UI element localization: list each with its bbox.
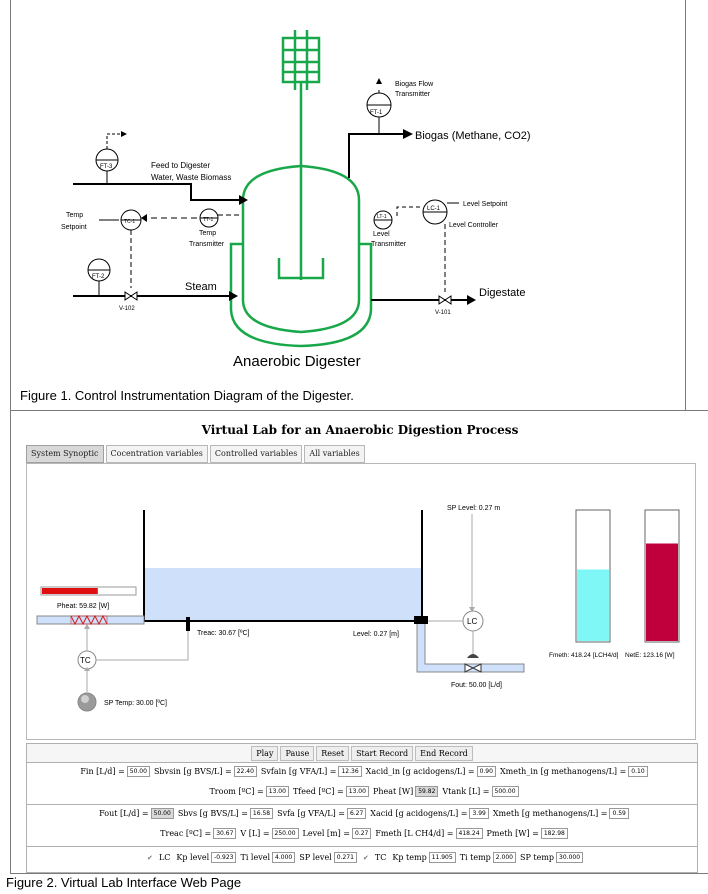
system-synoptic-view (26, 463, 696, 740)
tank-liquid (144, 568, 422, 620)
tfeed-label: Tfeed [ºC] = (292, 787, 344, 796)
start-record-button[interactable]: Start Record (351, 746, 413, 761)
temp-transmitter-label-1: Temp (199, 230, 217, 237)
ft3-label: FT-3 (100, 164, 113, 170)
ti-level-label: Ti level (240, 853, 271, 862)
troom-input[interactable]: 13.00 (266, 786, 289, 797)
ti-level-input[interactable]: 4.000 (272, 852, 295, 863)
tc-signal-line (96, 631, 188, 660)
pause-button[interactable]: Pause (280, 746, 314, 761)
sbvs-input[interactable]: 16.58 (250, 808, 273, 819)
level-controller-label: Level Controller (449, 222, 499, 229)
input-row-2 (27, 786, 697, 797)
simulation-toolbar (27, 744, 697, 763)
biogas-flow-label-1: Biogas Flow (395, 81, 434, 88)
kp-temp-input[interactable]: 11.905 (429, 852, 456, 863)
temp-sensor (186, 617, 190, 631)
level-valve-actuator (467, 654, 479, 658)
level-readout: Level: 0.27 [m] (353, 631, 399, 638)
end-record-button[interactable]: End Record (415, 746, 473, 761)
fmeth-label: Fmeth [L CH4/d] = (375, 829, 454, 838)
sp-temp-input[interactable]: 30.000 (556, 852, 583, 863)
pheat-bar-fill (42, 588, 98, 594)
tc-label: TC (374, 853, 387, 862)
fmeth-bar-fill (577, 570, 609, 642)
tab-concentration-variables[interactable]: Cocentration variables (106, 445, 208, 463)
reset-button[interactable]: Reset (316, 746, 349, 761)
tfeed-input[interactable]: 13.00 (346, 786, 369, 797)
sp-temp-readout: SP Temp: 30.00 [ºC] (104, 700, 167, 707)
steam-label: Steam (185, 281, 217, 293)
svfain-input[interactable]: 12.36 (338, 766, 361, 777)
lc-checkbox[interactable]: ✔ (146, 853, 153, 862)
lc1-label: LC-1 (427, 206, 441, 212)
xacid-label: Xacid [g acidogens/L] = (370, 809, 468, 818)
fmeth-input[interactable]: 418.24 (456, 828, 483, 839)
pheat-readout: Pheat: 59.82 [W] (57, 603, 110, 610)
control-instrumentation-diagram (11, 0, 685, 386)
digestate-label: Digestate (479, 287, 526, 299)
treac-readout: Treac: 30.67 [ºC] (197, 630, 250, 637)
state-row-2 (27, 828, 697, 839)
controller-row (27, 852, 697, 863)
digester-title: Anaerobic Digester (233, 353, 361, 370)
tab-controlled-variables[interactable]: Controlled variables (210, 445, 302, 463)
temp-setpoint-label-2: Setpoint (61, 224, 87, 231)
level-transmitter-label-2: Transmitter (371, 241, 407, 248)
svfain-label: Svfain [g VFA/L] = (260, 767, 337, 776)
sbvsin-label: Sbvsin [g BVS/L] = (153, 767, 232, 776)
vtank-input[interactable]: 500.00 (492, 786, 519, 797)
level-input[interactable]: 0.27 (352, 828, 371, 839)
pmeth-input[interactable]: 182.98 (541, 828, 568, 839)
kp-temp-label: Kp temp (392, 853, 427, 862)
ti-temp-label: Ti temp (459, 853, 491, 862)
control-panel (26, 743, 698, 873)
state-row-1 (27, 808, 697, 819)
tt1-label: TT-1 (203, 217, 214, 223)
sp-temp-label: SP temp (519, 853, 555, 862)
fout-input[interactable]: 50.00 (151, 808, 174, 819)
pheat-label: Pheat [W] (372, 787, 414, 796)
figure-1-panel (10, 0, 686, 411)
level-setpoint-label: Level Setpoint (463, 201, 508, 208)
lt1-label: LT-1 (377, 214, 387, 220)
v101-label: V-101 (435, 310, 451, 316)
kp-level-label: Kp level (176, 853, 210, 862)
play-button[interactable]: Play (251, 746, 278, 761)
svfa-input[interactable]: 6.27 (347, 808, 366, 819)
temp-setpoint-label-1: Temp (66, 212, 84, 219)
fout-label: Fout [L/d] = (99, 809, 149, 818)
tc1-label: TC-1 (124, 219, 136, 225)
lc-label: LC (467, 617, 478, 626)
v-label: V [L] = (240, 829, 270, 838)
v-input[interactable]: 250.00 (272, 828, 299, 839)
svfa-label: Svfa [g VFA/L] = (277, 809, 345, 818)
xacid-input[interactable]: 3.99 (469, 808, 488, 819)
fout-readout: Fout: 50.00 [L/d] (451, 682, 502, 689)
feed-label-1: Feed to Digester (151, 161, 211, 170)
pmeth-label: Pmeth [W] = (486, 829, 539, 838)
xmeth-input[interactable]: 0.59 (609, 808, 628, 819)
xacid-in-label: Xacid_in [g acidogens/L] = (365, 767, 475, 776)
tab-system-synoptic[interactable]: System Synoptic (26, 445, 104, 463)
outlet-pipe (417, 624, 524, 672)
temp-transmitter-label-2: Transmitter (189, 241, 225, 248)
v102-label: V-102 (119, 306, 135, 312)
input-row-1 (27, 766, 697, 777)
virtual-lab-title: Virtual Lab for an Anaerobic Digestion Process (201, 423, 519, 437)
synoptic-diagram (27, 464, 695, 739)
ft2-label: FT-2 (92, 274, 105, 280)
xmeth-in-input[interactable]: 0.10 (628, 766, 647, 777)
nete-readout: NetE: 123.16 [W] (625, 652, 675, 659)
level-label: Level [m] = (302, 829, 351, 838)
fin-input[interactable]: 50.00 (127, 766, 150, 777)
sp-level-label: SP level (299, 853, 332, 862)
treac-input[interactable]: 30.67 (213, 828, 236, 839)
xacid-in-input[interactable]: 0.90 (477, 766, 496, 777)
tc-label: TC (80, 656, 91, 665)
biogas-flow-label-2: Transmitter (395, 91, 431, 98)
treac-label: Treac [ºC] = (160, 829, 212, 838)
feed-label-2: Water, Waste Biomass (151, 173, 232, 182)
sbvsin-input[interactable]: 22.40 (234, 766, 257, 777)
kp-level-input[interactable]: -0.923 (211, 852, 236, 863)
level-transmitter-label-1: Level (373, 231, 390, 238)
pheat-input[interactable]: 59.82 (415, 786, 438, 797)
figure-2-caption: Figure 2. Virtual Lab Interface Web Page (6, 875, 242, 890)
figure-1-caption: Figure 1. Control Instrumentation Diagram of the Digester. (20, 388, 354, 403)
nete-bar-fill (646, 544, 678, 642)
ti-temp-input[interactable]: 2.000 (493, 852, 516, 863)
xmeth-in-label: Xmeth_in [g methanogens/L] = (499, 767, 627, 776)
tc-checkbox[interactable]: ✔ (362, 853, 369, 862)
tab-bar (26, 445, 365, 463)
agitator-motor (279, 30, 323, 280)
tab-all-variables[interactable]: All variables (304, 445, 364, 463)
sbvs-label: Sbvs [g BVS/L] = (177, 809, 248, 818)
fmeth-readout: Fmeth: 418.24 [LCH4/d] (549, 652, 619, 659)
level-sensor (414, 616, 428, 624)
sp-level-input[interactable]: 0.271 (334, 852, 357, 863)
biogas-label: Biogas (Methane, CO2) (415, 130, 531, 142)
lc-label: LC (158, 853, 171, 862)
vtank-label: Vtank [L] = (442, 787, 490, 796)
figure-2-panel (10, 410, 708, 874)
ft1-label: FT-1 (370, 110, 383, 116)
troom-label: Troom [ºC] = (209, 787, 264, 796)
xmeth-label: Xmeth [g methanogens/L] = (492, 809, 608, 818)
fin-label: Fin [L/d] = (80, 767, 125, 776)
sp-level-readout: SP Level: 0.27 m (447, 505, 501, 512)
